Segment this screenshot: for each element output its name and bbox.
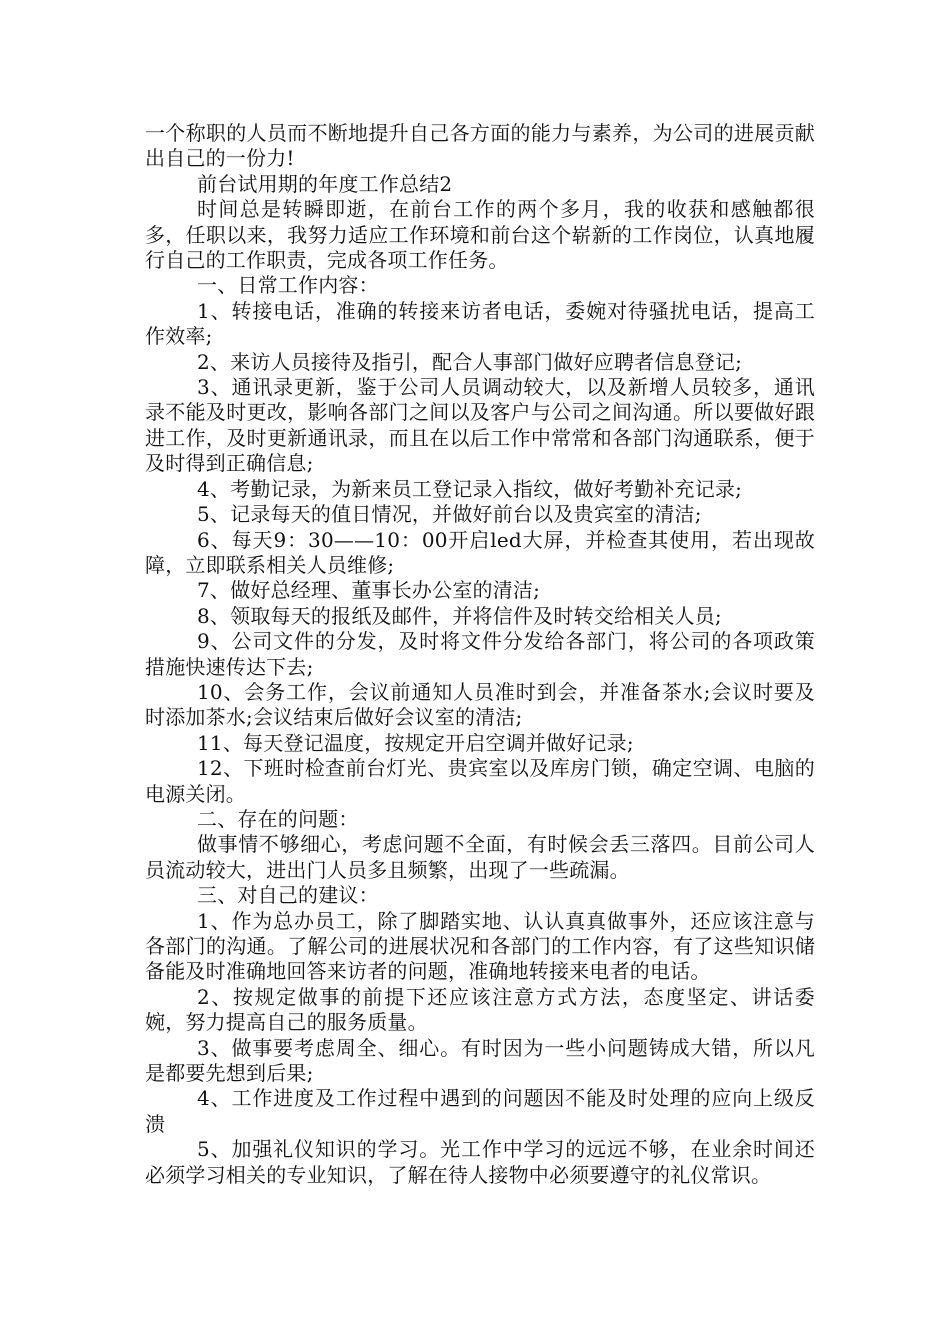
paragraph: 8、领取每天的报纸及邮件，并将信件及时转交给相关人员; [197, 603, 722, 628]
paragraph: 5、记录每天的值日情况，并做好前台以及贵宾室的清洁; [197, 502, 702, 527]
paragraph: 1、作为总办员工，除了脚踏实地、认认真真做事外，还应该注意与各部门的沟通。了解公司的进展状况和各部门的工作内容，有了这些知识储备能及时准确地回答来访者的问题，准确地转接来电者的电话。 [145, 908, 815, 984]
paragraph: 6、每天9：30——10：00开启led大屏，并检查其使用，若出现故障，立即联系相关人员维修; [145, 527, 815, 577]
paragraph: 10、会务工作，会议前通知人员准时到会，并准备茶水;会议时要及时添加茶水;会议结束后做好会议室的清洁; [145, 679, 815, 730]
document-body [145, 121, 815, 1188]
paragraph: 4、考勤记录，为新来员工登记录入指纹，做好考勤补充记录; [197, 476, 743, 501]
paragraph: 一个称职的人员而不断地提升自己各方面的能力与素养，为公司的进展贡献出自己的一份力! [145, 121, 815, 171]
paragraph: 5、加强礼仪知识的学习。光工作中学习的远远不够，在业余时间还必须学习相关的专业知识，了解在待人接物中必须要遵守的礼仪常识。 [145, 1137, 815, 1187]
paragraph: 7、做好总经理、董事长办公室的清洁; [197, 578, 541, 603]
paragraph: 三、对自己的建议： [197, 883, 379, 908]
paragraph: 一、日常工作内容： [197, 273, 379, 298]
paragraph: 11、每天登记温度，按规定开启空调并做好记录; [197, 730, 634, 755]
paragraph: 3、通讯录更新，鉴于公司人员调动较大，以及新增人员较多，通讯录不能及时更改，影响各部门之间以及客户与公司之间沟通。所以要做好跟进工作，及时更新通讯录，而且在以后工作中常常和各部门沟通联系，便于及时得到正确信息; [145, 375, 815, 476]
paragraph: 时间总是转瞬即逝，在前台工作的两个多月，我的收获和感触都很多，任职以来，我努力适应工作环境和前台这个崭新的工作岗位，认真地履行自己的工作职责，完成各项工作任务。 [145, 197, 815, 273]
paragraph: 9、公司文件的分发，及时将文件分发给各部门，将公司的各项政策措施快速传达下去; [145, 629, 815, 679]
paragraph: 2、来访人员接待及指引，配合人事部门做好应聘者信息登记; [197, 349, 743, 374]
paragraph: 12、下班时检查前台灯光、贵宾室以及库房门锁，确定空调、电脑的电源关闭。 [145, 756, 815, 806]
paragraph: 前台试用期的年度工作总结2 [197, 171, 453, 196]
paragraph: 1、转接电话，准确的转接来访者电话，委婉对待骚扰电话，提高工作效率; [145, 298, 815, 349]
paragraph: 4、工作进度及工作过程中遇到的问题因不能及时处理的应向上级反溃 [145, 1086, 815, 1136]
paragraph: 二、存在的问题： [197, 806, 359, 831]
paragraph: 3、做事要考虑周全、细心。有时因为一些小问题铸成大错，所以凡是都要先想到后果; [145, 1035, 815, 1086]
paragraph: 做事情不够细心，考虑问题不全面，有时候会丢三落四。目前公司人员流动较大，进出门人员多且频繁，出现了一些疏漏。 [145, 832, 815, 882]
paragraph: 2、按规定做事的前提下还应该注意方式方法，态度坚定、讲话委婉，努力提高自己的服务质量。 [145, 984, 815, 1035]
